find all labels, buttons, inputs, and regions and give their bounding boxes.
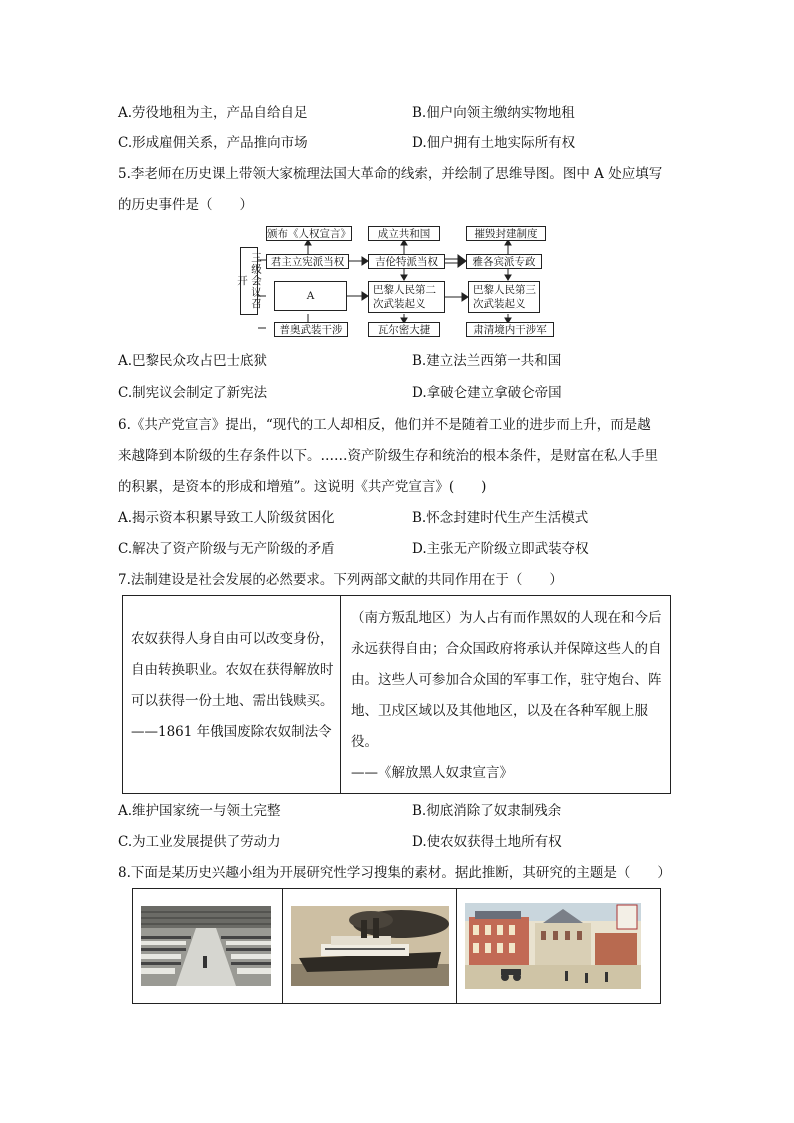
- q7-document-table: [122, 595, 671, 794]
- q7-doc-emancipation-source: ——《解放黑人奴隶宣言》: [351, 765, 513, 781]
- mindmap-blank-a: A: [274, 281, 347, 311]
- q5-option-b[interactable]: B.建立法兰西第一共和国: [412, 353, 562, 369]
- mindmap-col1-mid: 君主立宪派当权: [266, 254, 349, 269]
- q6-option-b[interactable]: B.怀念封建时代生产生活模式: [412, 510, 589, 526]
- q5-stem-line2: 的历史事件是（ ）: [118, 197, 253, 213]
- q8-image-panel: [132, 888, 661, 1004]
- q7-doc-russia-text: 农奴获得人身自由可以改变身份，自由转换职业。农奴在获得解放时可以获得一份土地、需出钱赎买。: [131, 631, 334, 709]
- mindmap-connectors: [0, 0, 794, 400]
- q4-option-d[interactable]: D.佃户拥有土地实际所有权: [412, 135, 576, 151]
- q7-doc-russia-source: ——1861 年俄国废除农奴制法令: [131, 724, 332, 740]
- q6-option-d[interactable]: D.主张无产阶级立即武装夺权: [412, 541, 589, 557]
- q5-option-a[interactable]: A.巴黎民众攻占巴士底狱: [118, 353, 268, 369]
- q6-stem-line1: 6.《共产党宣言》提出，“现代的工人却相反，他们并不是随着工业的进步而上升，而是越: [118, 417, 651, 433]
- mindmap-col3-mid: 雅各宾派专政: [466, 254, 542, 269]
- q6-option-c[interactable]: C.解决了资产阶级与无产阶级的矛盾: [118, 541, 335, 557]
- q7-doc-emancipation: [341, 596, 670, 793]
- meiji-buildings-print: [465, 903, 641, 989]
- mindmap-col3-top: 摧毁封建制度: [466, 226, 546, 241]
- steamboat-photo: [291, 906, 449, 986]
- q6-option-a[interactable]: A.揭示资本积累导致工人阶级贫困化: [118, 510, 335, 526]
- q7-stem: 7.法制建设是社会发展的必然要求。下列两部文献的共同作用在于（ ）: [118, 572, 563, 588]
- q5-option-d[interactable]: D.拿破仑建立拿破仑帝国: [412, 385, 562, 401]
- q7-doc-russia: [123, 596, 341, 793]
- q7-option-d[interactable]: D.使农奴获得土地所有权: [412, 834, 562, 850]
- mindmap-col2-mid: 吉伦特派当权: [368, 254, 445, 269]
- mindmap-col2-box: 巴黎人民第二次武装起义: [368, 281, 445, 313]
- q4-option-a[interactable]: A.劳役地租为主，产品自给自足: [118, 105, 308, 121]
- q6-stem-line3: 的积累，是资本的形成和增殖”。这说明《共产党宣言》( ): [118, 479, 487, 495]
- q4-option-c[interactable]: C.形成雇佣关系，产品推向市场: [118, 135, 308, 151]
- q7-option-a[interactable]: A.维护国家统一与领土完整: [118, 803, 281, 819]
- mindmap-col2-top: 成立共和国: [368, 226, 440, 241]
- mindmap-start-label: 三级会议召开: [236, 252, 262, 310]
- textile-factory-photo: [141, 906, 271, 986]
- q7-doc-emancipation-text: （南方叛乱地区）为人占有而作黑奴的人现在和今后永远获得自由；合众国政府将承认并保障这些人的自由。这些人可参加合众国的军事工作，驻守炮台、阵地、卫戍区域以及其他地区，以及在各种军舰上服役。: [351, 610, 662, 750]
- mindmap-start-box: [236, 247, 262, 315]
- mindmap-col2-bottom: 瓦尔密大捷: [368, 322, 440, 337]
- mindmap-col1-bottom: 普奥武装干涉: [274, 322, 348, 337]
- mindmap-col1-top: 颁布《人权宣言》: [267, 227, 351, 240]
- q7-option-b[interactable]: B.彻底消除了奴隶制残余: [412, 803, 562, 819]
- q5-stem-line1: 5.李老师在历史课上带领大家梳理法国大革命的线索，并绘制了思维导图。图中 A 处应填写: [118, 166, 663, 182]
- q6-stem-line2: 来越降到本阶级的生存条件以下。……资产阶级生存和统治的根本条件，是财富在私人手里: [118, 448, 658, 464]
- q5-option-c[interactable]: C.制宪议会制定了新宪法: [118, 385, 268, 401]
- mindmap-col3-box: 巴黎人民第三次武装起义: [468, 281, 540, 313]
- q7-option-c[interactable]: C.为工业发展提供了劳动力: [118, 834, 281, 850]
- q8-stem: 8.下面是某历史兴趣小组为开展研究性学习搜集的素材。据此推断，其研究的主题是（ ）: [118, 865, 671, 881]
- mindmap-col3-bottom: 肃清境内干涉军: [466, 322, 554, 337]
- q4-option-b[interactable]: B.佃户向领主缴纳实物地租: [412, 105, 575, 121]
